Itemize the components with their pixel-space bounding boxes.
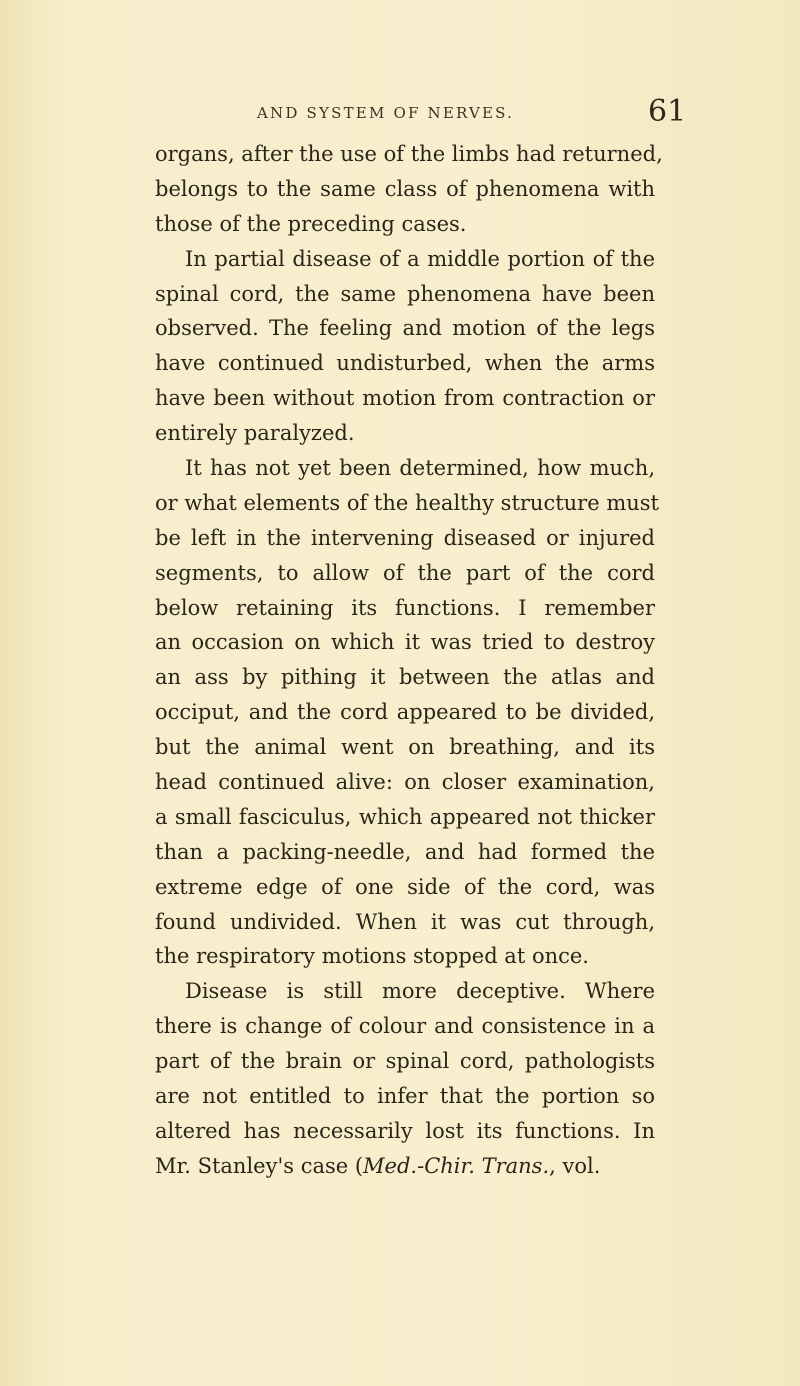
running-head xyxy=(0,94,800,138)
text-line: In partial disease of a middle portion of the xyxy=(185,246,655,271)
text-line: extreme edge of one side of the cord, was xyxy=(155,874,655,899)
text-line: an occasion on which it was tried to destroy xyxy=(155,630,655,655)
text-line: are not entitled to infer that the portion so xyxy=(155,1084,655,1109)
text-line: It has not yet been determined, how much, xyxy=(185,456,655,481)
text-line: occiput, and the cord appeared to be divided, xyxy=(155,700,655,725)
text-line: segments, to allow of the part of the cord xyxy=(155,560,655,585)
text-line: an ass by pithing it between the atlas and xyxy=(155,665,655,690)
text-line: below retaining its functions. I remember xyxy=(155,595,655,620)
text-line: part of the brain or spinal cord, pathologists xyxy=(155,1049,655,1074)
text-line: observed. The feeling and motion of the legs xyxy=(155,316,655,341)
running-title: AND SYSTEM OF NERVES. xyxy=(257,104,515,122)
text-line: the respiratory motions stopped at once. xyxy=(155,944,589,969)
text-line: a small fasciculus, which appeared not thicker xyxy=(155,804,655,829)
text-line: than a packing-needle, and had formed the xyxy=(155,839,655,864)
final-line-text: Mr. Stanley's case ( xyxy=(155,1153,364,1178)
text-line: there is change of colour and consistence in a xyxy=(155,1014,655,1039)
text-line: entirely paralyzed. xyxy=(155,421,355,446)
text-line: found undivided. When it was cut through, xyxy=(155,909,655,934)
final-line-suffix: , vol. xyxy=(549,1153,601,1178)
text-line: belongs to the same class of phenomena with xyxy=(155,176,655,201)
text-line: but the animal went on breathing, and its xyxy=(155,735,655,760)
text-line: Disease is still more deceptive. Where xyxy=(185,979,655,1004)
text-line: have continued undisturbed, when the arms xyxy=(155,351,655,376)
text-line: have been without motion from contraction or xyxy=(155,386,655,411)
text-line: altered has necessarily lost its functions. In xyxy=(155,1118,655,1143)
text-line: spinal cord, the same phenomena have been xyxy=(155,281,655,306)
text-line: head continued alive: on closer examination, xyxy=(155,770,655,795)
text-line: those of the preceding cases. xyxy=(155,211,467,236)
text-line-final xyxy=(155,1149,655,1184)
page-number: 61 xyxy=(648,94,687,129)
text-line: or what elements of the healthy structure must xyxy=(155,490,659,515)
text-line: organs, after the use of the limbs had returned, xyxy=(155,142,663,166)
body-text xyxy=(155,137,663,1184)
journal-title: Med.-Chir. Trans. xyxy=(363,1153,550,1178)
text-line: be left in the intervening diseased or injured xyxy=(155,525,655,550)
